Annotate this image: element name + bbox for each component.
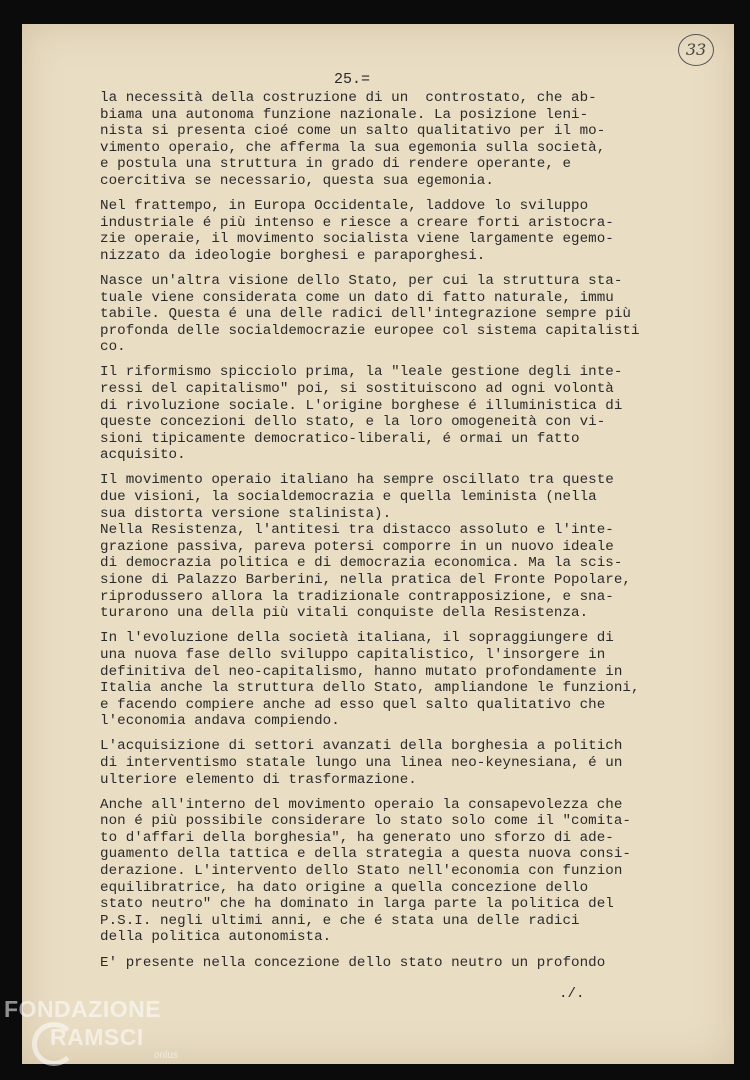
document-page xyxy=(22,24,734,1064)
text-line: ressi del capitalismo" poi, si sostituiscono ad ogni volontà xyxy=(100,381,614,397)
text-line: coercitiva se necessario, questa sua egemonia. xyxy=(100,172,494,189)
text-line: Il movimento operaio italiano ha sempre oscillato tra queste xyxy=(100,472,614,489)
text-line: ulteriore elemento di trasformazione. xyxy=(100,771,417,788)
text-line: tuale viene considerata come un dato di fatto naturale, immu xyxy=(100,289,614,306)
watermark-line2: RAMSCI xyxy=(50,1024,144,1050)
text-line: di democrazia politica e di democrazia economica. Ma la scis- xyxy=(100,555,623,572)
text-line: l'economia andava compiendo. xyxy=(100,713,340,730)
text-line: acquisito. xyxy=(100,447,186,464)
text-line: definitiva del neo-capitalismo, hanno mutato profondamente in xyxy=(100,663,623,680)
paragraph xyxy=(100,738,660,788)
text-line: to d'affari della borghesia", ha generato uno sforzo di ade- xyxy=(100,829,614,846)
text-line: della politica autonomista. xyxy=(100,929,332,946)
text-line: P.S.I. negli ultimi anni, e che é stata una delle radici xyxy=(100,912,580,929)
text-line: industriale é più intenso e riesce a creare forti aristocra- xyxy=(100,214,614,231)
text-line: due visioni, la socialdemocrazia e quella leminista (nella xyxy=(100,489,597,506)
paragraph xyxy=(100,273,660,356)
text-line: riprodussero allora la tradizionale contrapposizione, e sna- xyxy=(100,588,614,605)
text-line: queste concezioni dello stato, e la loro omogeneità con vi- xyxy=(100,414,606,431)
watermark-line1: FONDAZIONE xyxy=(4,996,162,1022)
text-line: e postula una struttura in grado di rendere operante, e xyxy=(100,156,572,173)
text-line: la necessità della costruzione di un controstato, che ab- xyxy=(100,90,597,106)
text-line: L'acquisizione di settori avanzati della borghesia a politich xyxy=(100,738,623,755)
text-line: Nasce un'altra visione dello Stato, per cui la struttura sta- xyxy=(100,272,623,289)
paragraph xyxy=(100,472,660,621)
folio-number: 33 xyxy=(678,34,714,66)
text-line: grazione passiva, pareva potersi comporre in un nuovo ideale xyxy=(100,538,614,555)
text-line: guamento della tattica e della strategia a questa nuova consi- xyxy=(100,846,631,863)
text-line: In l'evoluzione della società italiana, il sopraggiungere di xyxy=(100,630,614,647)
text-line: E' presente nella concezione dello stato neutro un profondo xyxy=(100,954,606,971)
paragraph xyxy=(100,90,660,190)
text-line: biama una autonoma funzione nazionale. La posizione leni- xyxy=(100,106,589,123)
text-line: nizzato da ideologie borghesi e paraporghesi. xyxy=(100,247,486,264)
page-number: 25.= xyxy=(334,71,371,88)
watermark-onlus: onlus xyxy=(154,1050,178,1061)
text-line: Il riformismo spicciolo prima, la "leale gestione degli inte- xyxy=(100,364,623,381)
body-text xyxy=(100,90,660,971)
watermark-logo xyxy=(4,996,204,1076)
text-line: Anche all'interno del movimento operaio la consapevolezza che xyxy=(100,796,623,813)
text-line: sua distorta versione stalinista). xyxy=(100,505,392,522)
text-line: Nella Resistenza, l'antitesi tra distacco assoluto e l'inte- xyxy=(100,522,614,539)
text-line: Nel frattempo, in Europa Occidentale, laddove lo sviluppo xyxy=(100,198,589,215)
text-line: tabile. Questa é una delle radici dell'integrazione sempre più xyxy=(100,306,631,323)
text-line: di rivoluzione sociale. L'origine borghese é illuministica di xyxy=(100,397,623,414)
text-line: Italia anche la struttura dello Stato, ampliandone le funzioni, xyxy=(100,680,640,697)
paragraph xyxy=(100,364,660,464)
paragraph xyxy=(100,630,660,730)
text-line: una nuova fase dello sviluppo capitalistico, l'insorgere in xyxy=(100,646,606,663)
text-line: non é più possibile considerare lo stato solo come il "comita- xyxy=(100,813,631,830)
paragraph xyxy=(100,198,660,264)
text-line: zie operaie, il movimento socialista viene largamente egemo- xyxy=(100,231,614,248)
text-line: vimento operaio, che afferma la sua egemonia sulla società, xyxy=(100,139,606,156)
text-line: equilibratrice, ha dato origine a quella concezione dello xyxy=(100,879,589,896)
text-line: sioni tipicamente democratico-liberali, é ormai un fatto xyxy=(100,430,580,447)
paragraph xyxy=(100,797,660,946)
text-line: profonda delle socialdemocrazie europee col sistema capitalisti xyxy=(100,322,640,339)
text-line: co. xyxy=(100,339,126,356)
text-line: e facendo compiere anche ad esso quel salto qualitativo che xyxy=(100,696,606,713)
continuation-mark: ./. xyxy=(559,986,585,1002)
text-line: sione di Palazzo Barberini, nella pratica del Fronte Popolare, xyxy=(100,572,631,589)
text-line: derazione. L'intervento dello Stato nell'economia con funzion xyxy=(100,863,623,880)
text-line: di interventismo statale lungo una linea neo-keynesiana, é un xyxy=(100,754,623,771)
text-line: nista si presenta cioé come un salto qualitativo per il mo- xyxy=(100,123,606,140)
paragraph xyxy=(100,955,660,972)
text-line: stato neutro" che ha dominato in larga parte la politica del xyxy=(100,896,614,913)
text-line: turarono una della più vitali conquiste della Resistenza. xyxy=(100,605,589,622)
